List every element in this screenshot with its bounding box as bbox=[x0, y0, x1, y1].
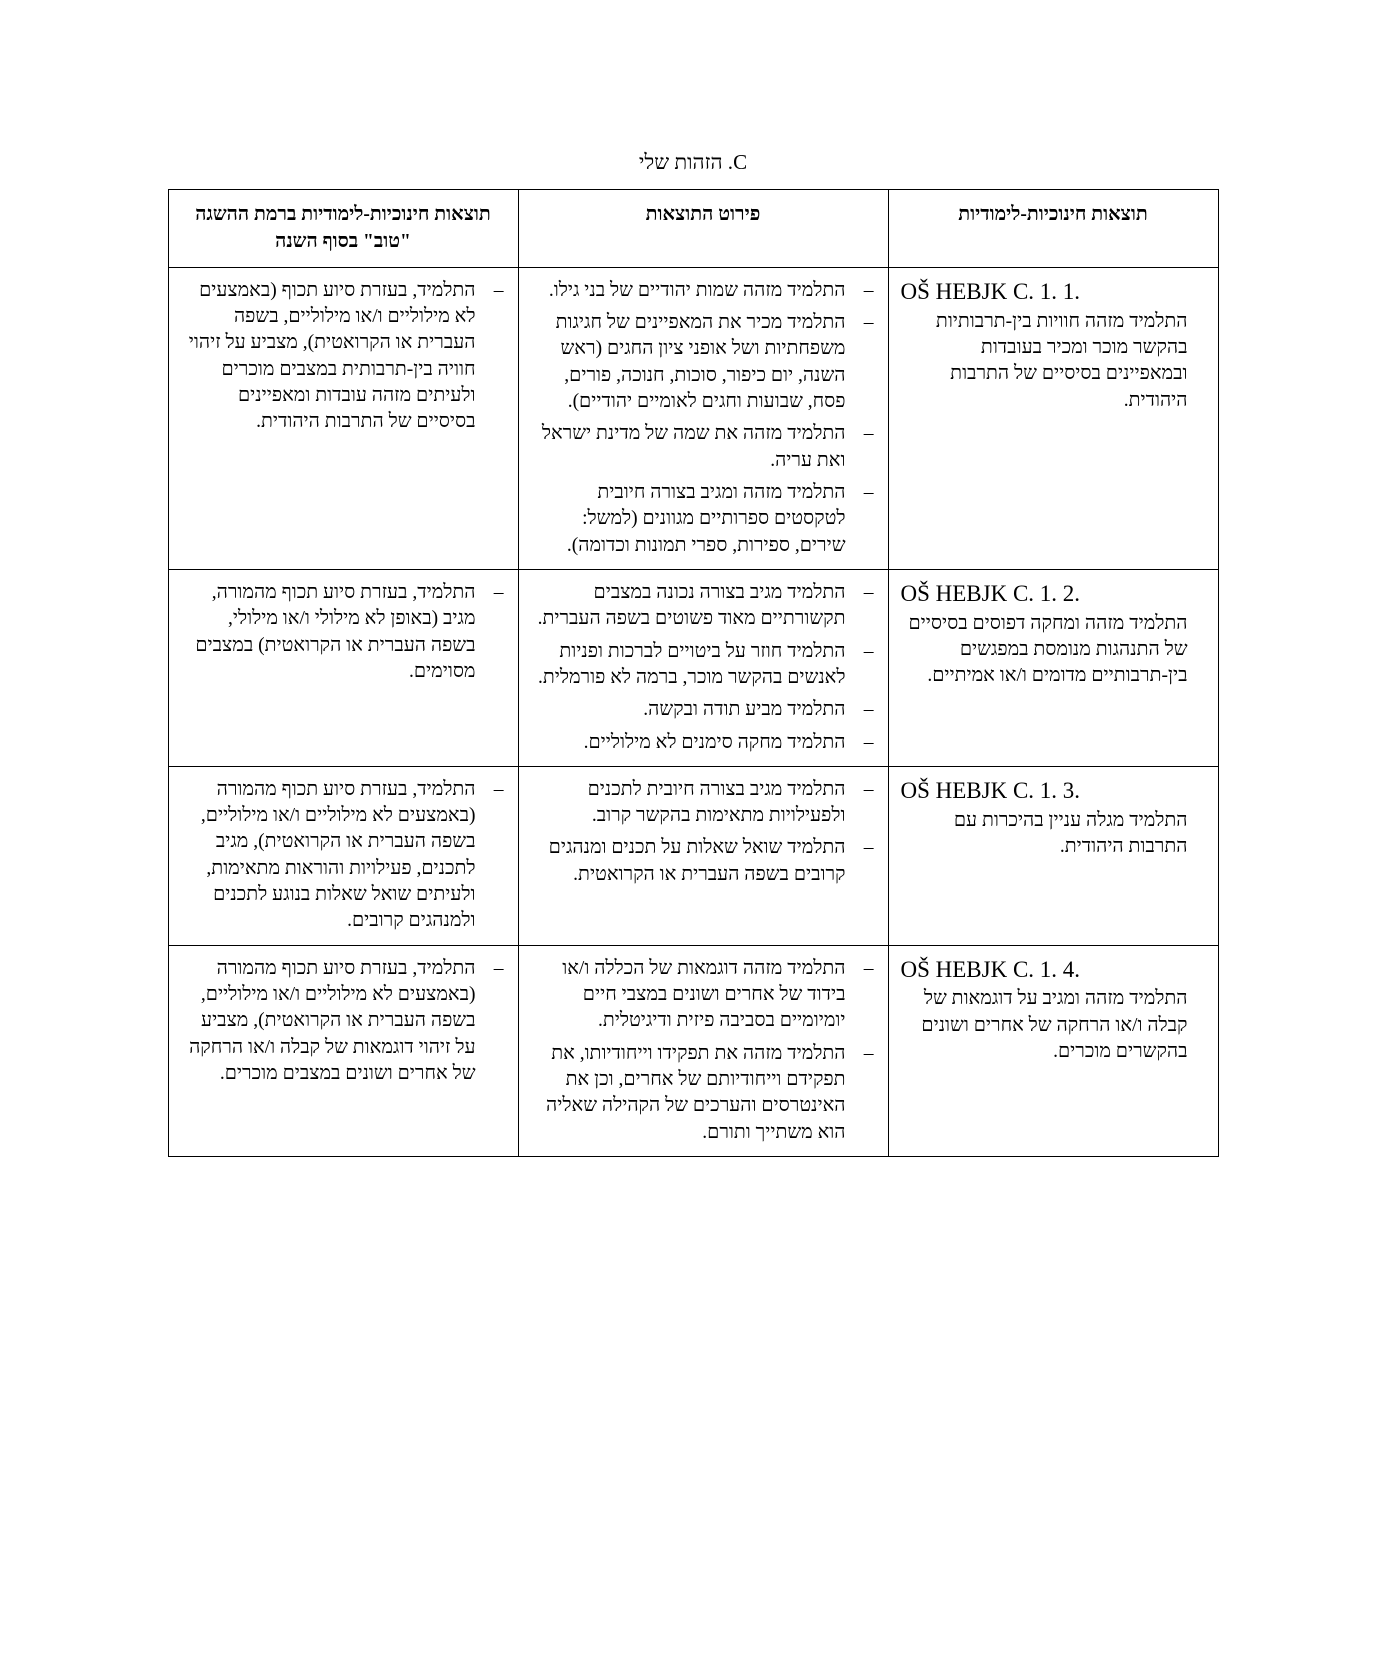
list-item: – התלמיד, בעזרת סיוע תכוף מהמורה (באמצעים לא מילוליים ו/או מילוליים, בשפה העברית או הקרואטית), מגיב לתכנים, פעילויות והוראות מתאימות, ולעיתים שואל שאלות בנוגע לתכנים ולמנהגים קרובים. bbox=[181, 777, 506, 935]
table-row bbox=[168, 267, 1218, 569]
list-item: – התלמיד מזהה שמות יהודיים של בני גילו. bbox=[531, 278, 876, 304]
list-item: – התלמיד מזהה את תפקידו וייחודיותו, את תפקידם וייחודיותם של אחרים, וכן את האינטרסים והערכים של הקהילה שאליה הוא משתייך ותורם. bbox=[531, 1041, 876, 1146]
outcome-details-cell bbox=[518, 267, 888, 569]
table-header-row bbox=[168, 190, 1218, 268]
list-item: – התלמיד חוזר על ביטויים לברכות ופניות לאנשים בהקשר מוכר, ברמה לא פורמלית. bbox=[531, 639, 876, 692]
outcome-details-cell bbox=[518, 945, 888, 1156]
table-row bbox=[168, 569, 1218, 766]
achievement-level-cell bbox=[168, 569, 518, 766]
learning-outcomes-table bbox=[168, 189, 1219, 1157]
outcome-code-cell bbox=[888, 945, 1218, 1156]
outcome-description: התלמיד מזהה ומחקה דפוסים בסיסיים של התנהגות מנומסת במפגשים בין-תרבותיים מדומים ו/או אמיתיים. bbox=[908, 612, 1188, 687]
list-item: – התלמיד מגיב בצורה נכונה במצבים תקשורתיים מאוד פשוטים בשפה העברית. bbox=[531, 580, 876, 633]
outcome-description: התלמיד מזהה חוויות בין-תרבותיות בהקשר מוכר ומכיר בעובדות ובמאפיינים בסיסיים של התרבות היהודית. bbox=[935, 310, 1188, 411]
list-item: – התלמיד, בעזרת סיוע תכוף מהמורה (באמצעים לא מילוליים ו/או מילוליים, בשפה העברית או הקרואטית), מצביע על זיהוי דוגמאות של קבלה ו/או הרחקה של אחרים ושונים במצבים מוכרים. bbox=[181, 956, 506, 1088]
outcome-details-cell bbox=[518, 766, 888, 945]
achievement-level-cell bbox=[168, 945, 518, 1156]
column-header-achievement-level: תוצאות חינוכיות-לימודיות ברמת ההשגה "טוב" בסוף השנה bbox=[168, 190, 518, 268]
outcome-code-cell bbox=[888, 766, 1218, 945]
achievement-level-cell bbox=[168, 267, 518, 569]
outcome-description: התלמיד מגלה עניין בהיכרות עם התרבות היהודית. bbox=[953, 809, 1188, 857]
list-item: – התלמיד שואל שאלות על תכנים ומנהגים קרובים בשפה העברית או הקרואטית. bbox=[531, 835, 876, 888]
details-list bbox=[531, 777, 876, 888]
list-item: – התלמיד מזהה את שמה של מדינת ישראל ואת עריה. bbox=[531, 421, 876, 474]
level-list bbox=[181, 956, 506, 1088]
outcome-code: OŠ HEBJK C. 1. 4. bbox=[900, 956, 1081, 982]
section-heading: C. הזהות שלי bbox=[638, 150, 748, 174]
details-list bbox=[531, 580, 876, 756]
list-item: – התלמיד, בעזרת סיוע תכוף מהמורה, מגיב (באופן לא מילולי ו/או מילולי, בשפה העברית או הקרואטית) במצבים מסוימים. bbox=[181, 580, 506, 685]
outcome-code: OŠ HEBJK C. 1. 2. bbox=[900, 580, 1081, 606]
outcome-code-cell bbox=[888, 569, 1218, 766]
table-row bbox=[168, 766, 1218, 945]
list-item: – התלמיד מכיר את המאפיינים של חגיגות משפחתיות ושל אופני ציון החגים (ראש השנה, יום כיפור, סוכות, חנוכה, פורים, פסח, שבועות וחגים לאומיים יהודיים). bbox=[531, 310, 876, 415]
outcome-code-cell bbox=[888, 267, 1218, 569]
level-list bbox=[181, 580, 506, 685]
outcome-description: התלמיד מזהה ומגיב על דוגמאות של קבלה ו/או הרחקה של אחרים ושונים בהקשרים מוכרים. bbox=[921, 988, 1188, 1063]
outcome-code: OŠ HEBJK C. 1. 1. bbox=[900, 278, 1081, 304]
list-item: – התלמיד מביע תודה ובקשה. bbox=[531, 697, 876, 723]
list-item: – התלמיד מזהה דוגמאות של הכללה ו/או בידוד של אחרים ושונים במצבי חיים יומיומיים בסביבה פיזית ודיגיטלית. bbox=[531, 956, 876, 1035]
details-list bbox=[531, 278, 876, 559]
list-item: – התלמיד מגיב בצורה חיובית לתכנים ולפעילויות מתאימות בהקשר קרוב. bbox=[531, 777, 876, 830]
level-list bbox=[181, 278, 506, 436]
details-list bbox=[531, 956, 876, 1146]
level-list bbox=[181, 777, 506, 935]
achievement-level-cell bbox=[168, 766, 518, 945]
outcome-code: OŠ HEBJK C. 1. 3. bbox=[900, 777, 1081, 803]
outcome-details-cell bbox=[518, 569, 888, 766]
list-item: – התלמיד, בעזרת סיוע תכוף (באמצעים לא מילוליים ו/או מילוליים, בשפה העברית או הקרואטית), מצביע על זיהוי חוויה בין-תרבותית במצבים מוכרים ולעיתים מזהה עובדות ומאפיינים בסיסיים של התרבות היהודית. bbox=[181, 278, 506, 436]
list-item: – התלמיד מזהה ומגיב בצורה חיובית לטקסטים ספרותיים מגוונים (למשל: שירים, ספירות, ספרי תמונות וכדומה). bbox=[531, 480, 876, 559]
column-header-outcomes: תוצאות חינוכיות-לימודיות bbox=[888, 190, 1218, 268]
table-row bbox=[168, 945, 1218, 1156]
list-item: – התלמיד מחקה סימנים לא מילוליים. bbox=[531, 730, 876, 756]
column-header-details: פירוט התוצאות bbox=[518, 190, 888, 268]
